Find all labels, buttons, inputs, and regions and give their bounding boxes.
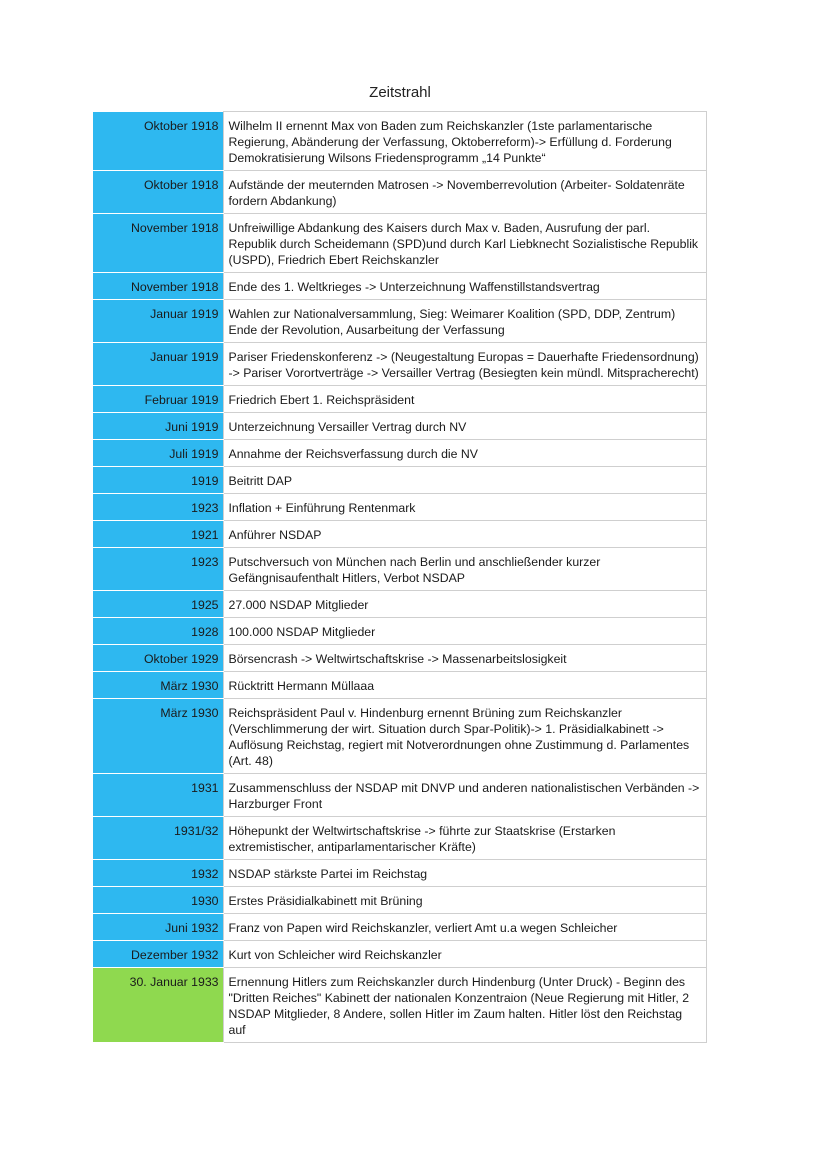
timeline-date: 30. Januar 1933 [93,968,223,1043]
timeline-event: Wahlen zur Nationalversammlung, Sieg: Weimarer Koalition (SPD, DDP, Zentrum) Ende der Revolution, Ausarbeitung der Verfassung [223,300,706,343]
timeline-row [93,774,706,817]
timeline-row [93,645,706,672]
timeline-row [93,171,706,214]
timeline-date: 1928 [93,618,223,645]
timeline-event: Anführer NSDAP [223,521,706,548]
timeline-row [93,699,706,774]
timeline-date: 1919 [93,467,223,494]
timeline-date: 1921 [93,521,223,548]
timeline-event: Wilhelm II ernennt Max von Baden zum Reichskanzler (1ste parlamentarische Regierung, Abänderung der Verfassung, Oktoberreform)-> Erfüllung d. Forderung Demokratisierung Wilsons Friedensprogramm „14 Punkte“ [223,112,706,171]
timeline-date: 1932 [93,860,223,887]
timeline-row [93,343,706,386]
timeline-row [93,467,706,494]
timeline-event: Höhepunkt der Weltwirtschaftskrise -> führte zur Staatskrise (Erstarken extremistischer, antiparlamentarischer Kräfte) [223,817,706,860]
timeline-event: Kurt von Schleicher wird Reichskanzler [223,941,706,968]
timeline-event: Beitritt DAP [223,467,706,494]
timeline-date: Juli 1919 [93,440,223,467]
timeline-date: November 1918 [93,214,223,273]
timeline-date: Februar 1919 [93,386,223,413]
timeline-event: NSDAP stärkste Partei im Reichstag [223,860,706,887]
timeline-row [93,860,706,887]
timeline-event: Franz von Papen wird Reichskanzler, verliert Amt u.a wegen Schleicher [223,914,706,941]
timeline-row [93,273,706,300]
timeline-date: März 1930 [93,672,223,699]
timeline-date: Oktober 1918 [93,171,223,214]
timeline-event: Börsencrash -> Weltwirtschaftskrise -> Massenarbeitslosigkeit [223,645,706,672]
timeline-date: Oktober 1918 [93,112,223,171]
timeline-row [93,941,706,968]
timeline-event: Putschversuch von München nach Berlin und anschließender kurzer Gefängnisaufenthalt Hitlers, Verbot NSDAP [223,548,706,591]
page-title: Zeitstrahl [369,84,431,101]
timeline-event: Unfreiwillige Abdankung des Kaisers durch Max v. Baden, Ausrufung der parl. Republik durch Scheidemann (SPD)und durch Karl Liebknecht Sozialistische Republik (USPD), Friedrich Ebert Reichskanzler [223,214,706,273]
timeline-event: Ende des 1. Weltkrieges -> Unterzeichnung Waffenstillstandsvertrag [223,273,706,300]
timeline-date: November 1918 [93,273,223,300]
timeline-row [93,817,706,860]
timeline-date: 1931 [93,774,223,817]
timeline-date: 1923 [93,548,223,591]
timeline-row [93,440,706,467]
timeline-row [93,591,706,618]
timeline-row [93,521,706,548]
timeline-event: Reichspräsident Paul v. Hindenburg ernennt Brüning zum Reichskanzler (Verschlimmerung der wirt. Situation durch Spar-Politik)-> 1. Präsidialkabinett -> Auflösung Reichstag, regiert mit Notverordnungen ohne Zustimmung d. Parlamentes (Art. 48) [223,699,706,774]
timeline-event: Inflation + Einführung Rentenmark [223,494,706,521]
timeline-table [93,111,707,1043]
timeline-event: Aufstände der meuternden Matrosen -> Novemberrevolution (Arbeiter- Soldatenräte fordern Abdankung) [223,171,706,214]
timeline-event: Unterzeichnung Versailler Vertrag durch NV [223,413,706,440]
timeline-body [93,112,706,1043]
timeline-row [93,887,706,914]
timeline-event: Zusammenschluss der NSDAP mit DNVP und anderen nationalistischen Verbänden -> Harzburger Front [223,774,706,817]
timeline-date: Januar 1919 [93,343,223,386]
timeline-row [93,112,706,171]
timeline-date: Juni 1919 [93,413,223,440]
timeline-date: 1925 [93,591,223,618]
timeline-event: Rücktritt Hermann Müllaaa [223,672,706,699]
timeline-date: Januar 1919 [93,300,223,343]
timeline-event: Friedrich Ebert 1. Reichspräsident [223,386,706,413]
timeline-date: Dezember 1932 [93,941,223,968]
timeline-event: Annahme der Reichsverfassung durch die NV [223,440,706,467]
timeline-date: 1923 [93,494,223,521]
timeline-row [93,413,706,440]
timeline-date: Oktober 1929 [93,645,223,672]
timeline-event: Ernennung Hitlers zum Reichskanzler durch Hindenburg (Unter Druck) - Beginn des "Dritten Reiches" Kabinett der nationalen Konzentraion (Neue Regierung mit Hitler, 2 NSDAP Mitglieder, 8 Andere, sollen Hitler im Zaum halten. Hitler löst den Reichstag auf [223,968,706,1043]
timeline-event: Pariser Friedenskonferenz -> (Neugestaltung Europas = Dauerhafte Friedensordnung) -> Pariser Vorortverträge -> Versailler Vertrag (Besiegten kein mündl. Mitspracherecht) [223,343,706,386]
timeline-row [93,300,706,343]
timeline-row [93,548,706,591]
timeline-event: Erstes Präsidialkabinett mit Brüning [223,887,706,914]
timeline-event: 27.000 NSDAP Mitglieder [223,591,706,618]
timeline-date: 1931/32 [93,817,223,860]
timeline-date: Juni 1932 [93,914,223,941]
timeline-event: 100.000 NSDAP Mitglieder [223,618,706,645]
timeline-row [93,968,706,1043]
timeline-row [93,214,706,273]
timeline-row [93,914,706,941]
timeline-date: März 1930 [93,699,223,774]
timeline-date: 1930 [93,887,223,914]
timeline-row [93,494,706,521]
timeline-row [93,386,706,413]
timeline-row [93,672,706,699]
timeline-row [93,618,706,645]
